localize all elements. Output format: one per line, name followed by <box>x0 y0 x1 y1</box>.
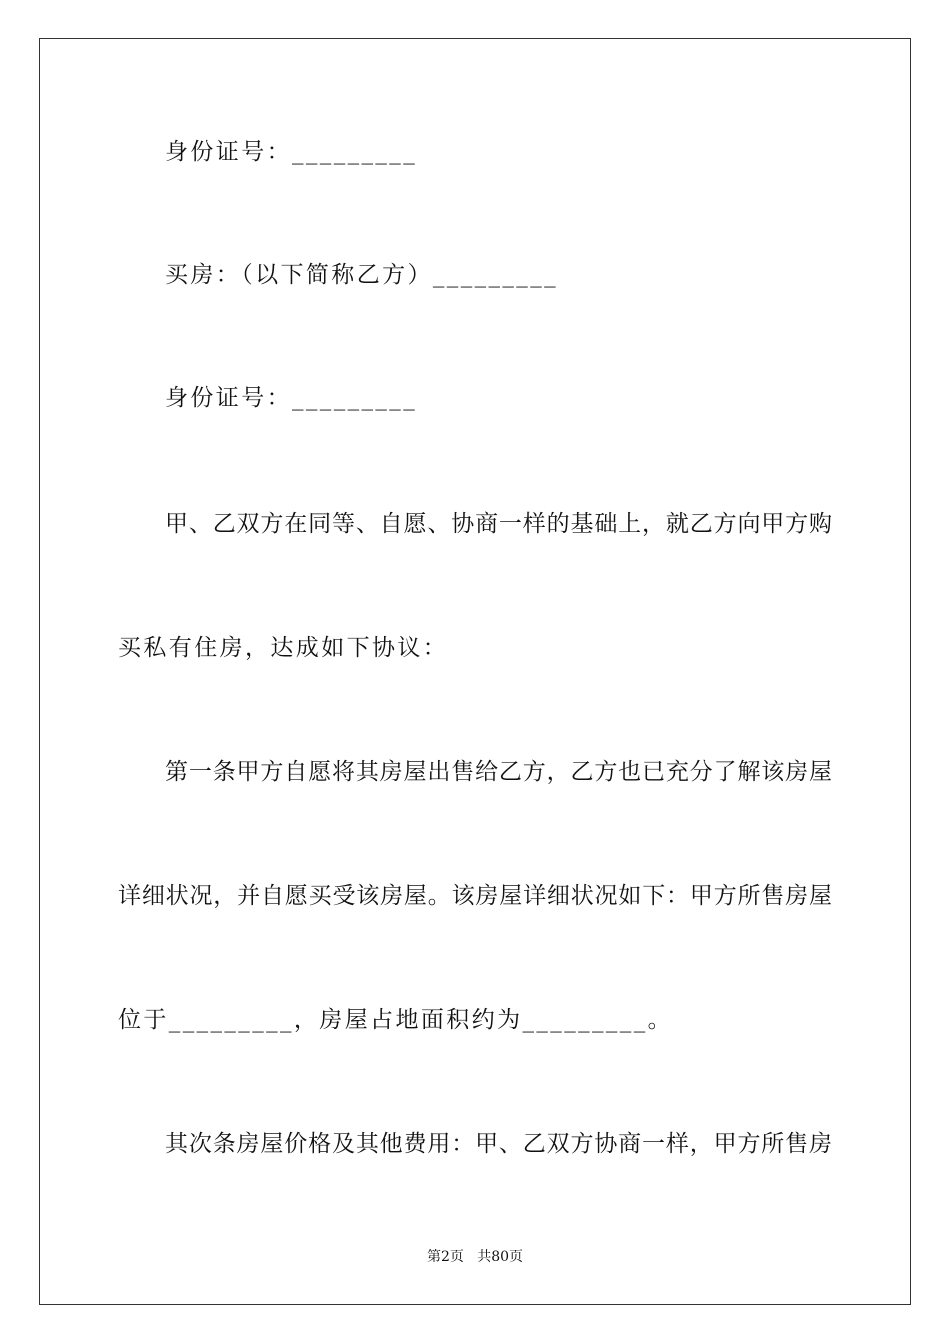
text-line: 甲、乙双方在同等、自愿、协商一样的基础上，就乙方向甲方购 <box>165 511 832 537</box>
page-number-footer: 第2页 共80页 <box>426 1249 524 1265</box>
text-line: 身份证号：_________ <box>165 385 418 411</box>
text-line: 位于_________，房屋占地面积约为_________。 <box>118 1007 673 1033</box>
text-line: 买私有住房，达成如下协议： <box>118 635 449 661</box>
text-line: 买房：（以下简称乙方）_________ <box>165 262 558 288</box>
page-border <box>39 38 911 1305</box>
text-line: 第一条甲方自愿将其房屋出售给乙方，乙方也已充分了解该房屋 <box>165 759 832 785</box>
text-line: 详细状况，并自愿买受该房屋。该房屋详细状况如下：甲方所售房屋 <box>118 883 832 909</box>
text-line: 身份证号：_________ <box>165 139 418 165</box>
text-line: 其次条房屋价格及其他费用：甲、乙双方协商一样，甲方所售房 <box>165 1131 832 1157</box>
